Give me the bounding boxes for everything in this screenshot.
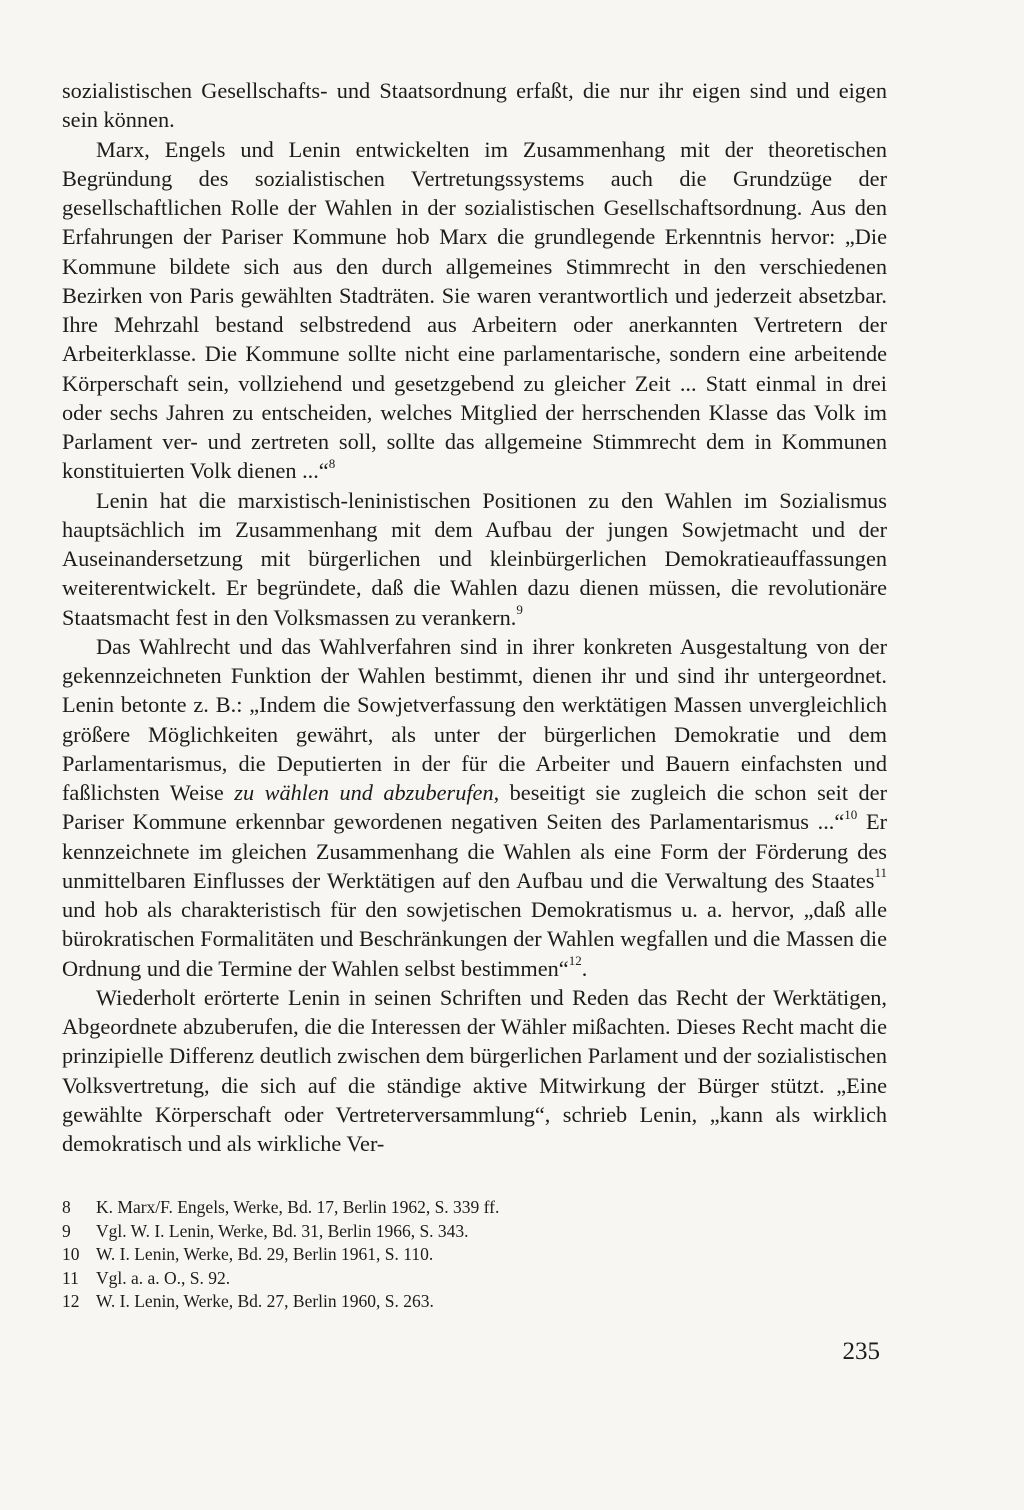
footnote-number: 11 <box>62 1267 79 1288</box>
paragraph <box>62 135 887 486</box>
footnote-number: 10 <box>62 1244 80 1264</box>
paragraph-text: Wiederholt erörterte Lenin in seinen Schriften und Reden das Recht der Werktätigen, Abgeordnete abzuberufen, die die Interessen der Wähler mißachten. Dieses Recht macht die prinzipielle Differenz deutlich zwischen dem bürgerlichen Parlament und der sozialistischen Volksvertretung, die sich auf die ständige aktive Mitwirkung der Bürger stützt. „Eine gewählte Körperschaft oder Vertreterversammlung“, schrieb Lenin, „kann als wirklich demokratisch und als wirkliche Ver- <box>62 984 887 1156</box>
footnote-number: 8 <box>62 1197 71 1217</box>
footnote-text: Vgl. a. a. O., S. 92. <box>96 1267 231 1288</box>
emphasis-text: zu wählen und abzuberufen <box>234 780 494 805</box>
paragraph <box>62 983 887 1159</box>
paragraph-text: Marx, Engels und Lenin entwickelten im Zusammenhang mit der theoretischen Begründung des sozialistischen Vertretungssystems auch die Grundzüge der gesellschaftlichen Rolle der Wahlen in der sozialistischen Gesellschaftsordnung. Aus den Erfahrungen der Pariser Kommune hob Marx die grundlegende Erkenntnis hervor: „Die Kommune bildete sich aus den durch allgemeines Stimmrecht in den verschiedenen Bezirken von Paris gewählten Stadträten. Sie waren verantwortlich und jederzeit absetzbar. Ihre Mehrzahl bestand selbstredend aus Arbeitern oder anerkannten Vertretern der Arbeiterklasse. Die Kommune sollte nicht eine parlamentarische, sondern eine arbeitende Körperschaft sein, vollziehend und gesetzgebend zu gleicher Zeit ... Statt einmal in drei oder sechs Jahren zu entscheiden, welches Mitglied der herrschenden Klasse das Volk im Parlament ver- und zertreten soll, sollte das allgemeine Stimmrecht dem in Kommunen konstituierten Volk dienen ...“ <box>62 136 887 484</box>
footnote-text: W. I. Lenin, Werke, Bd. 29, Berlin 1961, S. 110. <box>96 1244 434 1264</box>
paragraph <box>62 486 887 632</box>
footnote <box>62 1290 887 1314</box>
footnotes <box>62 1196 887 1314</box>
body-text <box>62 76 887 1158</box>
footnote-reference: 11 <box>874 865 887 881</box>
footnote-reference: 10 <box>844 806 858 822</box>
footnote-reference: 8 <box>328 455 336 471</box>
footnote <box>62 1196 887 1220</box>
footnote-number: 9 <box>62 1220 71 1241</box>
footnote-number: 12 <box>62 1291 80 1311</box>
paragraph <box>62 76 887 135</box>
footnote <box>62 1267 887 1291</box>
footnote-text: Vgl. W. I. Lenin, Werke, Bd. 31, Berlin 1966, S. 343. <box>96 1220 469 1241</box>
footnote <box>62 1220 887 1244</box>
footnote-reference: 9 <box>516 602 523 618</box>
paragraph-text: Lenin hat die marxistisch-leninistischen Positionen zu den Wahlen im Sozialismus hauptsächlich im Zusammenhang mit dem Aufbau der jungen Sowjetmacht und der Auseinandersetzung mit bürgerlichen und kleinbürgerlichen Demokratieauffassungen weiterentwickelt. Er begründete, daß die Wahlen dazu dienen müssen, die revolutionäre Staatsmacht fest in den Volksmassen zu verankern. <box>62 487 887 630</box>
paragraph-text: Er kennzeichnete im gleichen Zusammenhang die Wahlen als eine Form der Förderung des unmittelbaren Einflusses der Werktätigen auf den Aufbau und die Verwaltung des Staates <box>62 809 887 893</box>
paragraph-text: . <box>581 955 588 981</box>
paragraph-text: , beseitigt sie zugleich die schon seit der Pariser Kommune erkennbar gewordenen negativen Seiten des Parlamentarismus ...“ <box>62 780 887 835</box>
footnote-reference: 12 <box>568 953 582 969</box>
page-number: 235 <box>842 1338 880 1365</box>
footnote-text: W. I. Lenin, Werke, Bd. 27, Berlin 1960, S. 263. <box>96 1291 434 1311</box>
paragraph-text: sozialistischen Gesellschafts- und Staatsordnung erfaßt, die nur ihr eigen sind und eigen sein können. <box>62 78 887 133</box>
paragraph <box>62 632 887 983</box>
paragraph-text: und hob als charakteristisch für den sowjetischen Demokratismus u. a. hervor, „daß alle bürokratischen Formalitäten und Beschränkungen der Wahlen wegfallen und die Massen die Ordnung und die Termine der Wahlen selbst bestimmen“ <box>62 897 887 981</box>
footnote <box>62 1243 887 1267</box>
footnote-text: K. Marx/F. Engels, Werke, Bd. 17, Berlin 1962, S. 339 ff. <box>96 1197 500 1217</box>
paragraph-text: Das Wahlrecht und das Wahlverfahren sind in ihrer konkreten Ausgestaltung von der gekennzeichneten Funktion der Wahlen bestimmt, dienen ihr und sind ihr untergeordnet. Lenin betonte z. B.: „Indem die Sowjetverfassung den werktätigen Massen unvergleichlich größere Möglichkeiten gewährt, als unter der bürgerlichen Demokratie und dem Parlamentarismus, die Deputierten in der für die Arbeiter und Bauern einfachsten und faßlichsten Weise <box>62 633 887 805</box>
